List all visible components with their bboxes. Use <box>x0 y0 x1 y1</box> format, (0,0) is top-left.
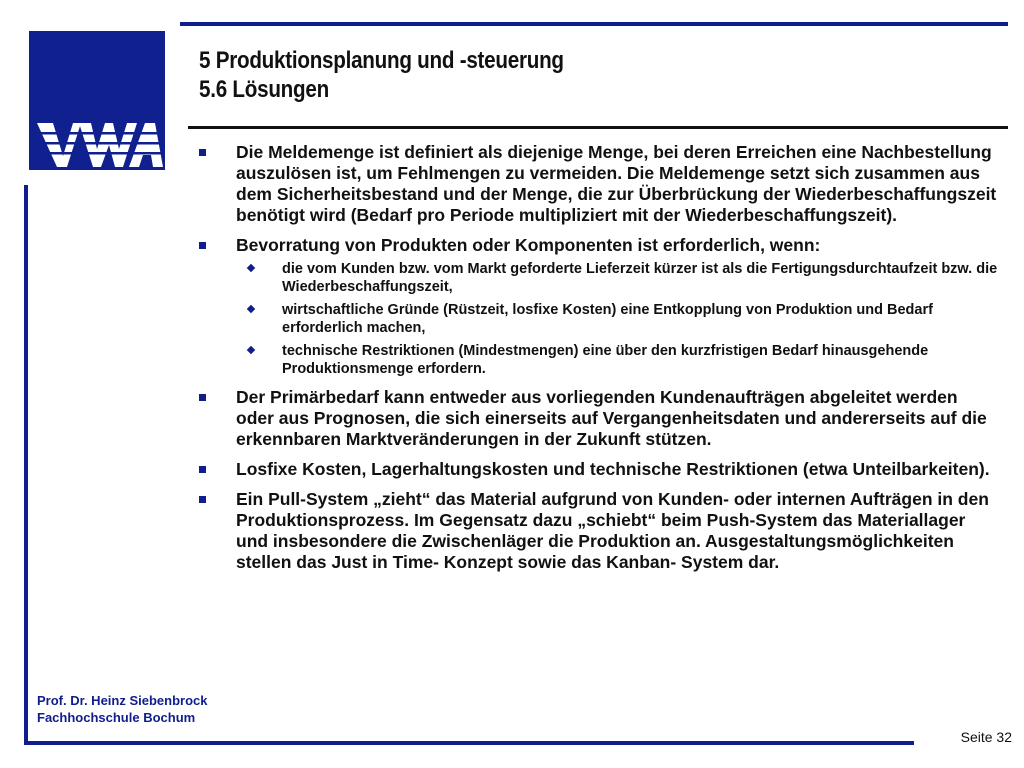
vwa-logo-graphic <box>29 31 165 170</box>
sub-list-item <box>199 260 999 296</box>
bullet-text: Der Primärbedarf kann entweder aus vorliegenden Kundenaufträgen abgeleitet werden oder aus Prognosen, die sich einerseits auf Vergangenheitsdaten und andererseits auf die erkennbaren Marktveränderungen in der Zukunft stützen. <box>236 387 987 449</box>
list-item <box>199 142 999 226</box>
bullet-list <box>199 142 999 582</box>
footer-author <box>37 692 208 726</box>
sub-bullet-text: die vom Kunden bzw. vom Markt geforderte Lieferzeit kürzer ist als die Fertigungsdurchtaufzeit bzw. die Wiederbeschaffungszeit, <box>282 261 998 295</box>
square-bullet-icon <box>199 242 206 249</box>
square-bullet-icon <box>199 466 206 473</box>
top-decorative-bar <box>180 22 1008 26</box>
title-section: 5.6 Lösungen <box>199 76 329 103</box>
left-decorative-bar <box>24 185 28 745</box>
title-chapter: 5 Produktionsplanung und -steuerung <box>199 47 564 74</box>
bullet-text: Die Meldemenge ist definiert als diejenige Menge, bei deren Erreichen eine Nachbestellung auszulösen ist, um Fehlmengen zu vermeiden. Die Meldemenge setzt sich zusammen aus dem Sicherheitsbestand und der Menge, die zur Überbrückung der Wiederbeschaffungszeit benötigt wird (Bedarf pro Periode multipliziert mit der Wiederbeschaffungszeit). <box>236 142 997 225</box>
bullet-text: Ein Pull-System „zieht“ das Material aufgrund von Kunden- oder internen Aufträgen in den Produktionsprozess. Im Gegensatz dazu „schiebt“ beim Push-System das Materiallager und insbesondere die Zwischenläger die Produktion an. Ausgestaltungsmöglichkeiten stellen das Just in Time- Konzept sowie das Kanban- System dar. <box>236 489 989 572</box>
list-item <box>199 459 999 480</box>
list-item <box>199 489 999 573</box>
bullet-text: Bevorratung von Produkten oder Komponenten ist erforderlich, wenn: <box>236 235 821 255</box>
sub-list-item <box>199 342 999 378</box>
institution-name: Fachhochschule Bochum <box>37 710 196 725</box>
square-bullet-icon <box>199 149 206 156</box>
sub-bullet-text: technische Restriktionen (Mindestmengen) eine über den kurzfristigen Bedarf hinausgehende Produktionsmenge erfordern. <box>282 343 929 377</box>
author-name: Prof. Dr. Heinz Siebenbrock <box>37 693 208 708</box>
sub-list-item <box>199 301 999 337</box>
square-bullet-icon <box>199 394 206 401</box>
bottom-decorative-bar <box>24 741 914 745</box>
vwa-logo <box>29 31 165 170</box>
sub-bullet-text: wirtschaftliche Gründe (Rüstzeit, losfixe Kosten) eine Entkopplung von Produktion und Bedarf erforderlich machen, <box>282 302 933 336</box>
square-bullet-icon <box>199 496 206 503</box>
list-item <box>199 235 999 378</box>
title-divider <box>188 126 1008 129</box>
list-item <box>199 387 999 450</box>
svg-text:VWA: VWA <box>94 90 100 92</box>
page-number: Seite 32 <box>960 729 1012 745</box>
slide-title <box>199 46 623 104</box>
bullet-text: Losfixe Kosten, Lagerhaltungskosten und technische Restriktionen (etwa Unteilbarkeiten). <box>236 459 990 479</box>
sub-bullet-list <box>199 260 999 378</box>
